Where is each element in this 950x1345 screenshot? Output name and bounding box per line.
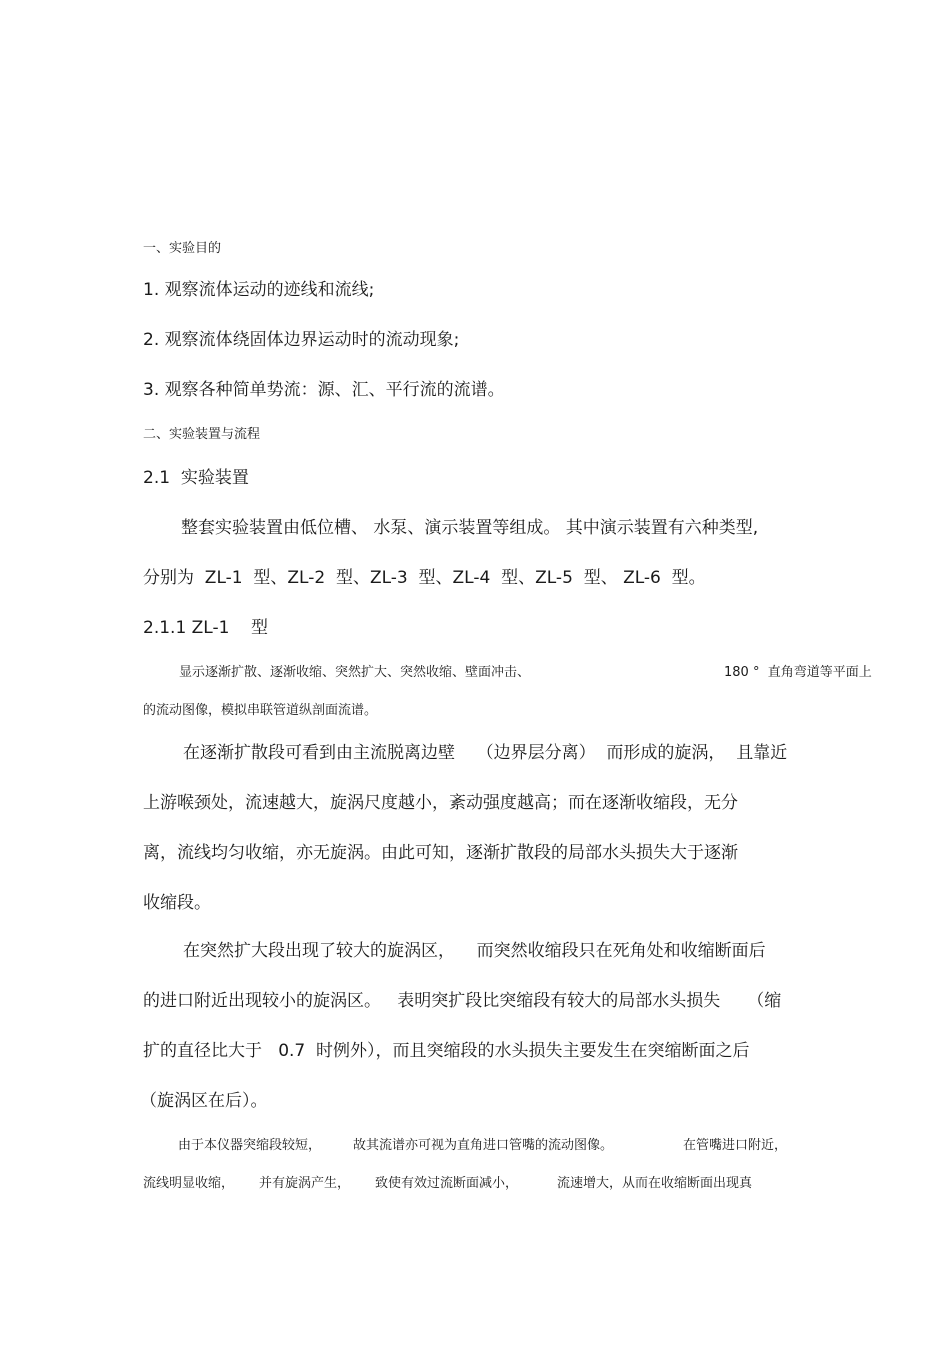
subsection-2-1-1-heading: 2.1.1 ZL-1 型 <box>143 618 269 638</box>
paragraph-apparatus-line-2: 分别为 ZL-1 型、ZL-2 型、ZL-3 型、ZL-4 型、ZL-5 型、 ZL-6 型。 <box>143 568 706 588</box>
paragraph-zl1-line-2: 的流动图像，模拟串联管道纵剖面流谱。 <box>143 703 378 718</box>
paragraph-sudden-line-3: 扩的直径比大于 0.7 时例外），而且突缩段的水头损失主要发生在突缩断面之后 <box>143 1041 750 1061</box>
paragraph-short-line-2-part-3: 致使有效过流断面减小， <box>375 1176 519 1191</box>
paragraph-gradual-line-4: 收缩段。 <box>143 893 211 913</box>
paragraph-apparatus-line-1: 整套实验装置由低位槽、 水泵、演示装置等组成。 其中演示装置有六种类型, <box>181 518 759 538</box>
paragraph-gradual-line-1: 在逐渐扩散段可看到由主流脱离边壁 （边界层分离） 而形成的旋涡， 且靠近 <box>183 743 788 763</box>
objective-2: 2. 观察流体绕固体边界运动时的流动现象; <box>143 330 460 350</box>
paragraph-short-line-2-part-2: 并有旋涡产生， <box>259 1176 351 1191</box>
paragraph-sudden-line-1: 在突然扩大段出现了较大的旋涡区， 而突然收缩段只在死角处和收缩断面后 <box>183 941 766 961</box>
objective-1: 1. 观察流体运动的迹线和流线; <box>143 280 375 300</box>
paragraph-zl1-line-1-right: 180 ° 直角弯道等平面上 <box>724 665 872 680</box>
paragraph-zl1-line-1-left: 显示逐渐扩散、逐渐收缩、突然扩大、突然收缩、壁面冲击、 <box>179 665 531 680</box>
paragraph-short-line-1-part-3: 在管嘴进口附近， <box>683 1138 788 1153</box>
paragraph-gradual-line-3: 离，流线均匀收缩，亦无旋涡。由此可知，逐渐扩散段的局部水头损失大于逐渐 <box>143 843 738 863</box>
section2-heading: 二、实验装置与流程 <box>143 427 261 442</box>
paragraph-gradual-line-2: 上游喉颈处，流速越大，旋涡尺度越小，紊动强度越高；而在逐渐收缩段，无分 <box>143 793 738 813</box>
paragraph-short-line-2-part-1: 流线明显收缩， <box>143 1176 235 1191</box>
paragraph-short-line-1-part-1: 由于本仪器突缩段较短， <box>178 1138 322 1153</box>
paragraph-short-line-2-part-4: 流速增大，从而在收缩断面出现真 <box>557 1176 753 1191</box>
objective-3: 3. 观察各种简单势流：源、汇、平行流的流谱。 <box>143 380 505 400</box>
paragraph-sudden-line-2: 的进口附近出现较小的旋涡区。 表明突扩段比突缩段有较大的局部水头损失 （缩 <box>143 991 782 1011</box>
section1-heading: 一、实验目的 <box>143 241 222 256</box>
paragraph-sudden-line-4: （旋涡区在后）。 <box>140 1091 268 1111</box>
subsection-2-1-heading: 2.1 实验装置 <box>143 468 249 488</box>
paragraph-short-line-1-part-2: 故其流谱亦可视为直角进口管嘴的流动图像。 <box>353 1138 614 1153</box>
